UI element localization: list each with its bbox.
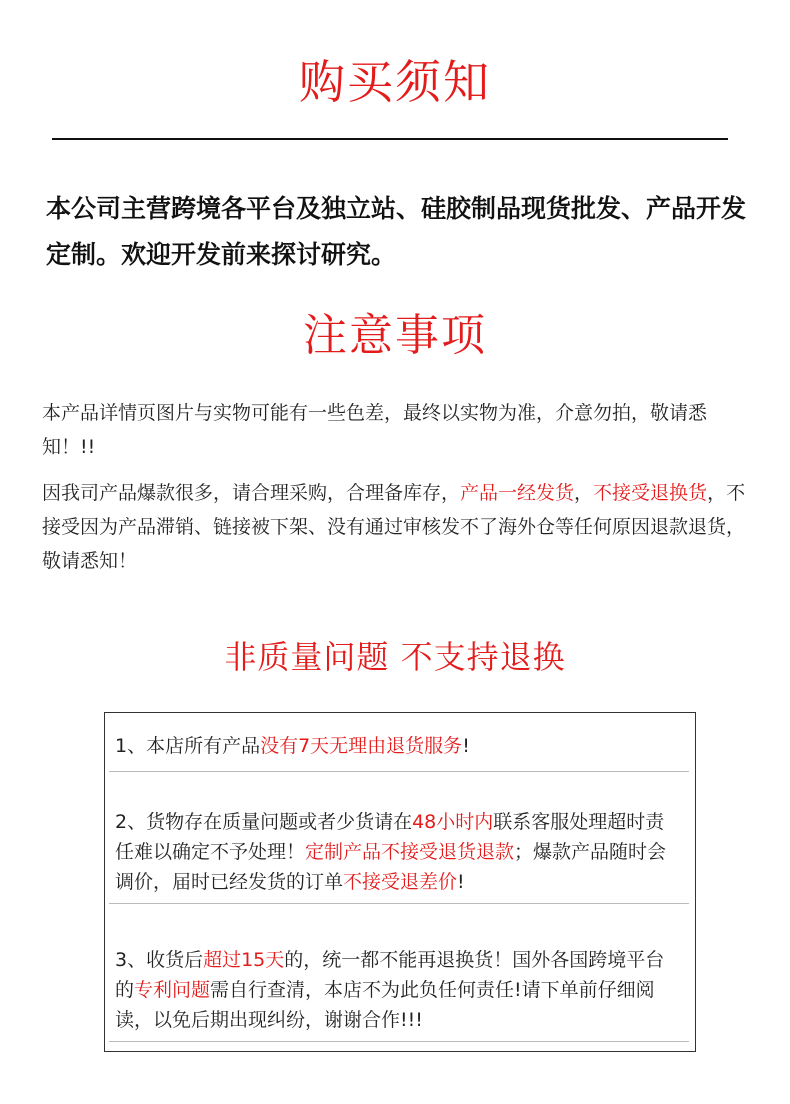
policy-title: 非质量问题 不支持退换 [224,638,566,676]
notice-highlight-shipped: 产品一经发货 [460,482,575,504]
policy-text: ! [457,871,465,893]
policy-highlight: 超过15天 [203,949,285,971]
policy-item-3 [115,945,683,1035]
page-title: 购买须知 [299,55,491,109]
policy-item-2 [115,807,683,897]
notice-highlight-no-return: 不接受退换货 [593,482,708,504]
notice-text: ， [574,482,594,504]
policy-divider [109,903,689,904]
policy-highlight: 不接受退差价 [343,871,458,893]
policy-highlight: 专利问题 [134,979,211,1001]
policy-text: ! [462,735,470,757]
title-divider [52,138,728,140]
notice-text: 因我司产品爆款很多，请合理采购，合理备库存， [42,482,461,504]
policy-highlight: 48小时内 [412,811,494,833]
policy-divider [109,1041,689,1042]
policy-text: 1、本店所有产品 [115,735,261,757]
company-intro: 本公司主营跨境各平台及独立站、硅胶制品现货批发、产品开发定制。欢迎开发前来探讨研究。 [46,194,747,269]
policy-text: 联系客服处理超时责任难以确定不予处理！ [115,811,665,863]
policy-text: 的，统一都不能再退换货！国外各国跨境平台的 [115,949,665,1001]
policy-divider [109,771,689,772]
policy-text: 需自行查清，本店不为此负任何责任!请下单前仔细阅读，以免后期出现纠纷，谢谢合作!!! [115,979,655,1031]
policy-text: ；爆款产品随时会调价，届时已经发货的订单 [115,841,667,893]
policy-text: 3、收货后 [115,949,204,971]
notice-title: 注意事项 [303,310,487,361]
notice-text: ，不接受因为产品滞销、链接被下架、没有通过审核发不了海外仓等任何原因退款退货，敬请悉知！ [42,482,746,572]
policy-item-1 [115,731,683,761]
notice-paragraph-returns [42,476,752,578]
policy-box [104,712,696,1052]
policy-text: 2、货物存在质量问题或者少货请在 [115,811,413,833]
notice-paragraph-color-diff: 本产品详情页图片与实物可能有一些色差，最终以实物为准，介意勿拍，敬请悉知！!! [42,402,708,458]
policy-highlight: 没有7天无理由退货服务 [260,735,463,757]
policy-highlight: 定制产品不接受退货退款 [305,841,515,863]
